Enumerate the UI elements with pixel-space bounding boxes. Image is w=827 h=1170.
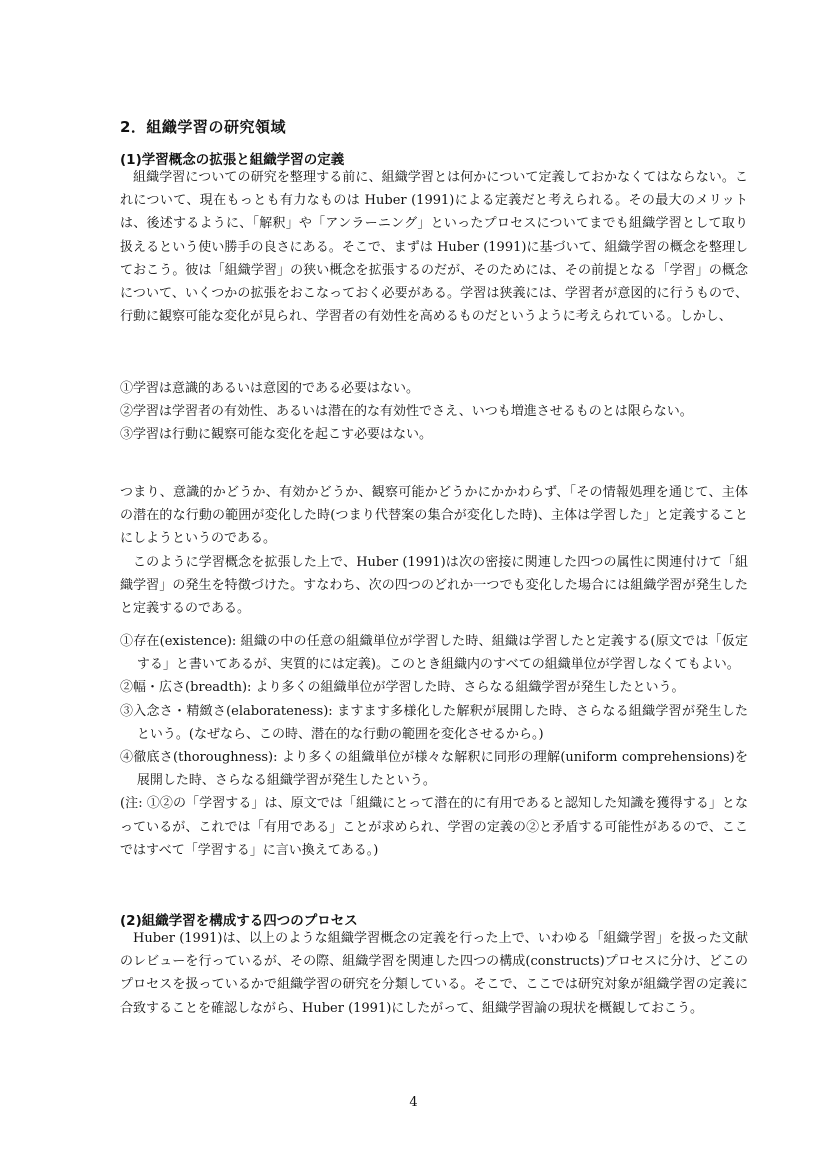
summary-paragraph: つまり、意識的かどうか、有効かどうか、観察可能かどうかにかかわらず、「その情報処理を通じて、主体の潜在的な行動の範囲が変化した時(つまり代替案の集合が変化した時)、主体は学習した」と定義することにしようというのである。 (120, 485, 748, 547)
subsection-2-block (120, 927, 748, 1020)
note-paragraph: (注: ①②の「学習する」は、原文では「組織にとって潜在的に有用であると認知した知識を獲得する」となっているが、これでは「有用である」ことが求められ、学習の定義の②と矛盾する可能性があるので、ここではすべて「学習する」に言い換えてある。) (120, 796, 748, 858)
subsection-1-title: (1)学習概念の拡張と組織学習の定義 (120, 152, 345, 168)
intro-paragraph-block (120, 166, 748, 328)
subsection-2-title: (2)組織学習を構成する四つのプロセス (120, 913, 358, 929)
attribute-item: ②幅・広さ(breadth): より多くの組織単位が学習した時、さらなる組織学習が発生したという。 (120, 680, 685, 696)
attribute-item: ①存在(existence): 組織の中の任意の組織単位が学習した時、組織は学習したと定義する(原文では「仮定する」と書いてあるが、実質的には定義)。このとき組織内のすべての組織単位が学習しなくてもよい。 (120, 634, 748, 673)
section-title: 2．組織学習の研究領域 (120, 118, 286, 136)
attribute-item: ③入念さ・精緻さ(elaborateness): ますます多様化した解釈が展開した時、さらなる組織学習が発生したという。(なぜなら、この時、潜在的な行動の範囲を変化させるから。) (120, 703, 748, 742)
intro-paragraph: 組織学習についての研究を整理する前に、組織学習とは何かについて定義しておかなくてはならない。これについて、現在もっとも有力なものは Huber (1991)による定義だと考えられる。その最大のメリットは、後述するように、「解釈」や「アンラーニング」といったプロセスについてまでも組織学習として取り扱えるという使い勝手の良さにある。そこで、まずは Huber (1991)に基づいて、組織学習の概念を整理しておこう。彼は「組織学習」の狭い概念を拡張するのだが、そのためには、その前提となる「学習」の概念について、いくつかの拡張をおこなっておく必要がある。学習は狭義には、学習者が意図的に行うもので、行動に観察可能な変化が見られ、学習者の有効性を高めるものだというように考えられている。しかし、 (120, 170, 748, 325)
page-number: 4 (409, 1095, 418, 1110)
attribute-item: ④徹底さ(thoroughness): より多くの組織単位が様々な解釈に同形の理解(uniform comprehensions)を展開した時、さらなる組織学習が発生したという。 (120, 750, 748, 789)
learning-conditions-list (120, 377, 748, 447)
subsection-2-paragraph: Huber (1991)は、以上のような組織学習概念の定義を行った上で、いわゆる「組織学習」を扱った文献のレビューを行っているが、その際、組織学習を関連した四つの構成(constructs)プロセスに分け、どこのプロセスを扱っているかで組織学習の研究を分類している。そこで、ここでは研究対象が組織学習の定義に合致することを確認しながら、Huber (1991)にしたがって、組織学習論の現状を概観しておこう。 (120, 931, 748, 1016)
condition-item: ③学習は行動に観察可能な変化を起こす必要はない。 (120, 427, 433, 443)
attributes-list (120, 630, 748, 862)
summary-block (120, 481, 748, 620)
condition-item: ①学習は意識的あるいは意図的である必要はない。 (120, 381, 420, 396)
attributes-intro-paragraph: このように学習概念を拡張した上で、Huber (1991)は次の密接に関連した四つの属性に関連付けて「組織学習」の発生を特徴づけた。すなわち、次の四つのどれか一つでも変化した場合には組織学習が発生したと定義するのである。 (120, 554, 748, 617)
condition-item: ②学習は学習者の有効性、あるいは潜在的な有効性でさえ、いつも増進させるものとは限らない。 (120, 404, 693, 420)
